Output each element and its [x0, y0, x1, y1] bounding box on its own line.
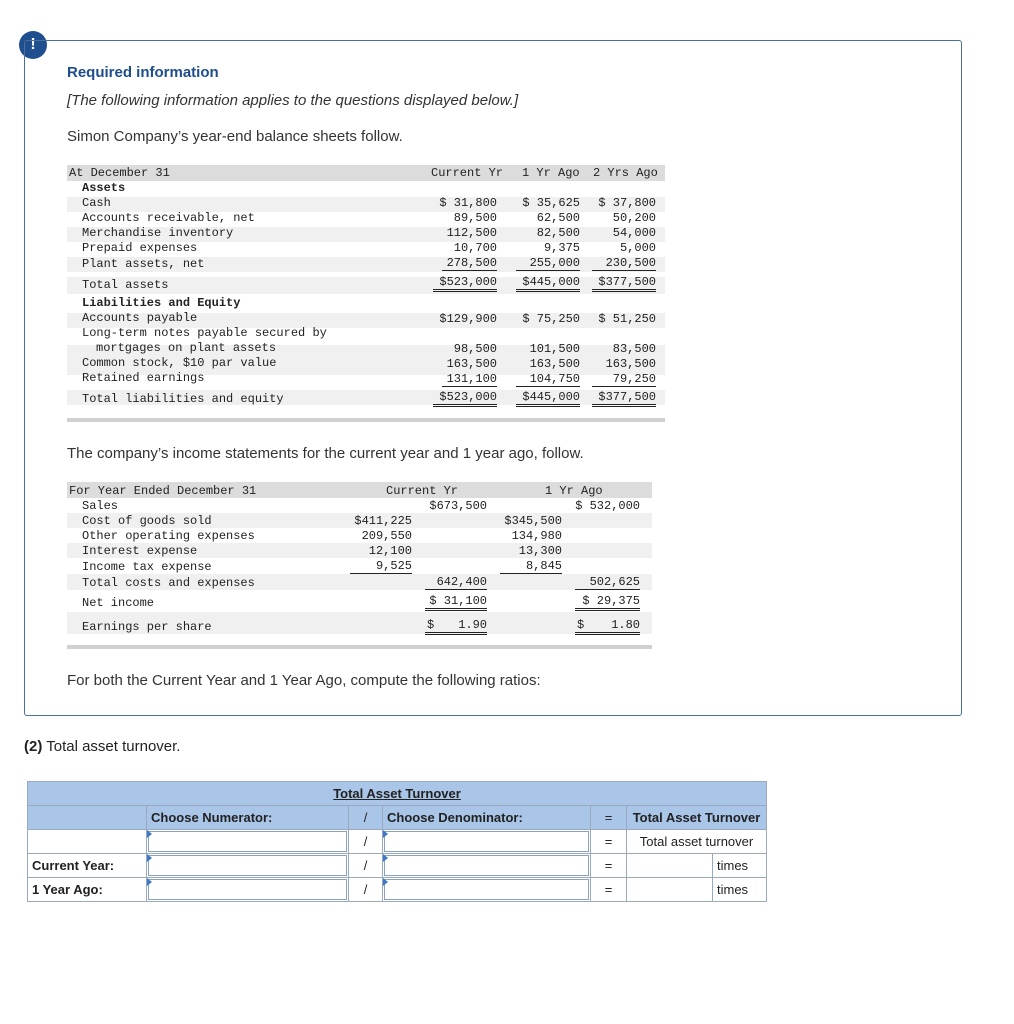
numerator-header: Choose Numerator: [147, 806, 349, 830]
required-info-note: [The following information applies to the questions displayed below.] [67, 92, 519, 109]
income-intro: The company’s income statements for the current year and 1 year ago, follow. [67, 445, 584, 462]
is-cell: 1.90 [458, 618, 487, 632]
bs-row-label: Common stock, $10 par value [82, 356, 277, 370]
is-cell: $ 29,375 [575, 594, 640, 611]
compute-instructions: For both the Current Year and 1 Year Ago, compute the following ratios: [67, 672, 541, 689]
bs-assets-label: Assets [82, 181, 126, 195]
current-year-numerator-input[interactable] [147, 854, 349, 878]
bs-cell: 230,500 [592, 256, 656, 271]
current-year-row [28, 854, 767, 878]
question-label [24, 738, 180, 755]
is-cell: $ [577, 618, 585, 632]
answer-table [27, 781, 767, 902]
is-cell: 9,525 [350, 559, 412, 574]
bs-cell: $ 75,250 [522, 312, 580, 326]
balance-sheet [67, 165, 667, 425]
bs-cell: 50,200 [612, 211, 656, 225]
equals-symbol: = [591, 806, 627, 830]
is-row-label: Interest expense [82, 544, 198, 558]
bs-cell: $445,000 [516, 390, 580, 407]
bs-row-label: Plant assets, net [82, 257, 205, 271]
is-row-label: Other operating expenses [82, 529, 255, 543]
bs-row-label: Accounts receivable, net [82, 211, 255, 225]
bs-header-1yr: 1 Yr Ago [522, 166, 580, 180]
bs-cell: 5,000 [619, 241, 656, 255]
equals-symbol: = [591, 830, 627, 854]
bs-cell: 79,250 [592, 372, 656, 387]
numerator-select[interactable] [147, 830, 349, 854]
is-cell: 134,980 [511, 529, 562, 543]
bs-cell: $ 35,625 [522, 196, 580, 210]
result-header: Total Asset Turnover [627, 806, 767, 830]
is-header-current: Current Yr [386, 484, 459, 498]
bs-cell: $377,500 [592, 275, 656, 292]
bs-cell: 62,500 [536, 211, 580, 225]
question-number: (2) [24, 738, 43, 755]
income-statement [67, 482, 657, 652]
bs-row-label: Prepaid expenses [82, 241, 198, 255]
bs-cell: 54,000 [612, 226, 656, 240]
current-year-result-input[interactable] [627, 854, 713, 878]
result-subheader: Total asset turnover [627, 830, 767, 854]
alert-icon: ! [19, 31, 47, 59]
bs-cell: 101,500 [529, 342, 580, 356]
is-cell: 12,100 [368, 544, 412, 558]
question-text: Total asset turnover. [42, 738, 181, 755]
bs-cell: 163,500 [446, 357, 497, 371]
bs-row-label: Total liabilities and equity [82, 392, 284, 406]
prior-year-denominator-input[interactable] [383, 878, 591, 902]
is-cell: $ 31,100 [425, 594, 487, 611]
bs-row-label: Total assets [82, 278, 169, 292]
bs-cell: $445,000 [516, 275, 580, 292]
is-cell: $673,500 [429, 499, 487, 513]
answer-table-title: Total Asset Turnover [28, 782, 767, 806]
bs-row-label: Cash [82, 196, 111, 210]
is-cell: $345,500 [504, 514, 562, 528]
is-row-label: Total costs and expenses [82, 576, 255, 590]
bs-row-label: Merchandise inventory [82, 226, 234, 240]
bs-cell: 131,100 [442, 372, 497, 387]
divide-symbol: / [349, 830, 383, 854]
balance-intro: Simon Company’s year-end balance sheets follow. [67, 128, 403, 145]
bs-row-label: Long-term notes payable secured by [82, 326, 327, 340]
bs-cell: 9,375 [543, 241, 580, 255]
formula-blank [28, 830, 147, 854]
is-cell: 642,400 [425, 575, 487, 590]
is-cell: $ 532,000 [575, 499, 640, 513]
answer-title-row [28, 782, 767, 806]
bs-cell: 278,500 [442, 256, 497, 271]
prior-year-label: 1 Year Ago: [28, 878, 147, 902]
is-header-label: For Year Ended December 31 [69, 484, 257, 498]
prior-year-numerator-input[interactable] [147, 878, 349, 902]
current-year-unit: times [713, 854, 767, 878]
bs-cell: 10,700 [453, 241, 497, 255]
bs-cell: $ 37,800 [598, 196, 656, 210]
bs-cell: 98,500 [453, 342, 497, 356]
is-cell: $411,225 [354, 514, 412, 528]
bs-cell: $523,000 [433, 390, 497, 407]
bs-cell: 82,500 [536, 226, 580, 240]
required-info-title: Required information [67, 64, 219, 81]
answer-header-row [28, 806, 767, 830]
formula-row [28, 830, 767, 854]
is-cell: 502,625 [575, 575, 640, 590]
is-cell: $ [427, 618, 435, 632]
is-cell: 1.80 [611, 618, 640, 632]
bs-cell: $129,900 [439, 312, 497, 326]
bs-cell: $ 31,800 [439, 196, 497, 210]
bs-cell: $523,000 [433, 275, 497, 292]
bs-row-label: Retained earnings [82, 371, 205, 385]
bs-row-label: mortgages on plant assets [96, 341, 277, 355]
divide-symbol: / [349, 878, 383, 902]
bs-cell: 89,500 [453, 211, 497, 225]
current-year-label: Current Year: [28, 854, 147, 878]
bs-cell: $ 51,250 [598, 312, 656, 326]
denominator-select[interactable] [383, 830, 591, 854]
prior-year-unit: times [713, 878, 767, 902]
is-row-label: Cost of goods sold [82, 514, 212, 528]
divide-symbol: / [349, 806, 383, 830]
prior-year-row [28, 878, 767, 902]
bs-cell: 255,000 [516, 256, 580, 271]
is-row-label: Income tax expense [82, 560, 212, 574]
equals-symbol: = [591, 854, 627, 878]
is-row-label: Earnings per share [82, 620, 212, 634]
is-row-label: Sales [82, 499, 119, 513]
is-cell: 8,845 [500, 559, 562, 574]
bs-cell: 104,750 [516, 372, 580, 387]
divide-symbol: / [349, 854, 383, 878]
bs-cell: $377,500 [592, 390, 656, 407]
is-row-label: Net income [82, 596, 155, 610]
bs-header-2yr: 2 Yrs Ago [593, 166, 658, 180]
prior-year-result-input[interactable] [627, 878, 713, 902]
bs-cell: 83,500 [612, 342, 656, 356]
bs-cell: 163,500 [529, 357, 580, 371]
bs-header-label: At December 31 [69, 166, 170, 180]
header-blank [28, 806, 147, 830]
bs-row-label: Accounts payable [82, 311, 198, 325]
current-year-denominator-input[interactable] [383, 854, 591, 878]
bs-liab-label: Liabilities and Equity [82, 296, 241, 310]
is-header-prev: 1 Yr Ago [545, 484, 603, 498]
equals-symbol: = [591, 878, 627, 902]
is-cell: 13,300 [518, 544, 562, 558]
is-cell: 209,550 [361, 529, 412, 543]
bs-cell: 112,500 [446, 226, 497, 240]
denominator-header: Choose Denominator: [383, 806, 591, 830]
bs-header-current: Current Yr [431, 166, 504, 180]
bs-cell: 163,500 [605, 357, 656, 371]
